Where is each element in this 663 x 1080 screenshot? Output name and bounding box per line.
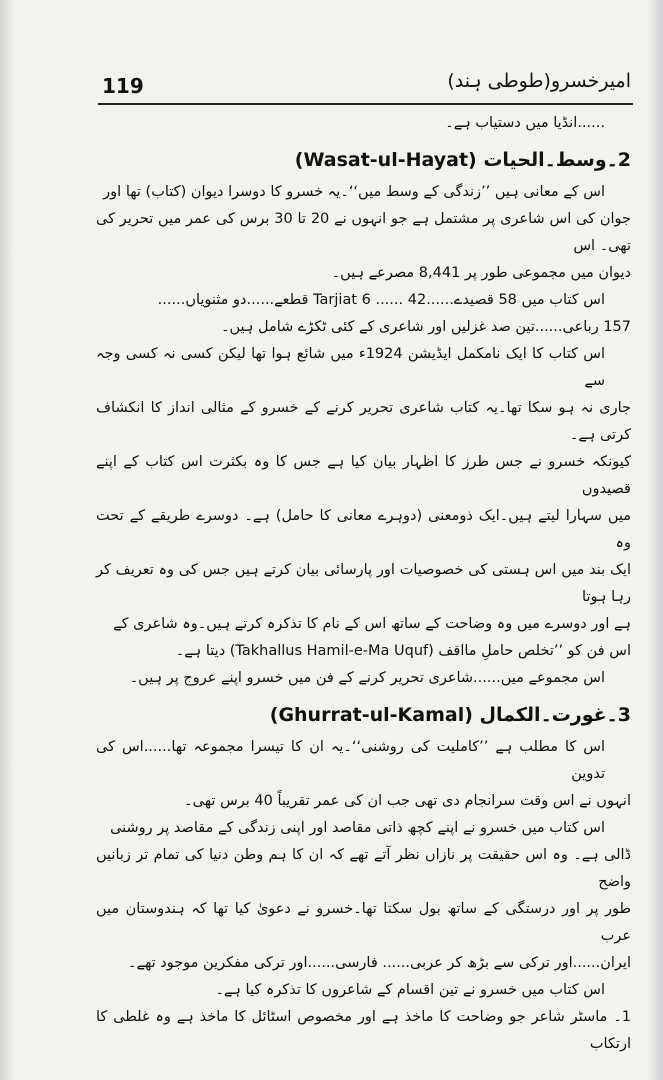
- text-line: اس کا مطلب ہے ’’کاملیت کی روشنی‘‘۔یہ ان کا تیسرا مجموعہ تھا......اس کی تدوین: [96, 739, 605, 782]
- page-header: [98, 70, 631, 102]
- text-line: اس کتاب کا ایک نامکمل ایڈیشن 1924ء میں شائع ہوا تھا لیکن کسی نہ کسی وجہ سے: [96, 346, 605, 389]
- text-line: کیونکہ خسرو نے جس طرز کا اظہار بیان کیا ہے جس کا وہ بکثرت اس کتاب کے اپنے قصیدوں: [96, 454, 631, 497]
- list-item: 1۔ ماسٹر شاعر جو وضاحت کا ماخذ ہے اور مخصوص اسٹائل کا ماخذ ہے وہ غلطی کا ارتکاب: [96, 1009, 631, 1052]
- text-line: اس کتاب میں خسرو نے تین اقسام کے شاعروں کا تذکرہ کیا ہے۔: [215, 982, 605, 998]
- text-line: اس مجموعے میں......شاعری تحریر کرنے کے فن میں خسرو اپنے عروج پر ہیں۔: [129, 670, 605, 686]
- text-line: 157 رباعی......تین صد غزلیں اور شاعری کے کئی ٹکڑے شامل ہیں۔: [220, 319, 631, 335]
- text-line: ایران......اور ترکی سے بڑھ کر عربی...... فارسی......اور ترکی مفکرین موجود تھے۔: [127, 955, 631, 971]
- text-line: انہوں نے اس وقت سرانجام دی تھی جب ان کی عمر تقریباً 40 برس تھی۔: [184, 793, 631, 809]
- section-heading-ghurrat-ul-kamal: 3۔غورت۔الکمال (Ghurrat-ul-Kamal): [269, 704, 631, 726]
- text-line: ڈالی ہے۔ وہ اس حقیقت پر نازاں نظر آتے تھے کہ ان کا ہم وطن دنیا کی تمام تر زبانیں واضح: [96, 847, 631, 890]
- running-title: امیرخسرو(طوطی ہند): [447, 70, 631, 92]
- text-line: ......انڈیا میں دستیاب ہے۔: [445, 115, 605, 131]
- text-line: اس کتاب میں خسرو نے اپنے کچھ ذاتی مقاصد اور اپنی زندگی کے مقاصد پر روشنی: [110, 820, 605, 836]
- text-line: ایک بند میں اس ہستی کی خصوصیات اور پارسائی بیان کرتے ہیں جس کی وہ تعریف کر رہا ہوتا: [96, 562, 631, 605]
- text-line: طور پر اور درستگی کے ساتھ بول سکتا تھا۔خسرو نے دعویٰ کیا تھا کہ ہندوستان میں عرب: [96, 901, 631, 944]
- page-number: 119: [102, 74, 144, 98]
- text-line: ہے اور دوسرے میں وہ وضاحت کے ساتھ اس کے نام کا تذکرہ کرتے ہیں۔وہ شاعری کے: [113, 616, 631, 632]
- text-line: اس کے معانی ہیں ’’زندگی کے وسط میں‘‘۔یہ خسرو کا دوسرا دیوان (کتاب) تھا اور: [103, 184, 605, 200]
- text-line: اس کتاب میں 58 قصیدے......Tarjiat 6 ...... 42 قطعے......دو مثنویاں......: [157, 292, 605, 308]
- text-line: میں سہارا لیتے ہیں۔ایک ذومعنی (دوہرے معانی کا حامل) ہے۔ دوسرے طریقے کے تحت وہ: [96, 508, 631, 551]
- page-edge-shadow-right: [647, 0, 663, 1080]
- section-heading-wasat-ul-hayat: 2۔وسط۔الحیات (Wasat-ul-Hayat): [294, 149, 631, 171]
- text-line: دیوان میں مجموعی طور پر 8,441 مصرعے ہیں۔: [331, 265, 631, 281]
- text-line: جاری نہ ہو سکا تھا۔یہ کتاب شاعری تحریر کرنے کے خسرو کے مثالی انداز کا انکشاف کرتی ہے۔: [96, 400, 631, 443]
- text-line: اس فن کو ’’تخلص حاملِ مااقف (Takhallus Hamil-e-Ma Uquf) دیتا ہے۔: [175, 643, 631, 659]
- header-rule: [98, 103, 633, 105]
- text-line: جوان کی اس شاعری پر مشتمل ہے جو انہوں نے 20 تا 30 برس کی عمر میں تحریر کی تھی۔ اس: [96, 211, 631, 254]
- page-edge-shadow-left: [0, 0, 14, 1080]
- page-body: [96, 110, 631, 1058]
